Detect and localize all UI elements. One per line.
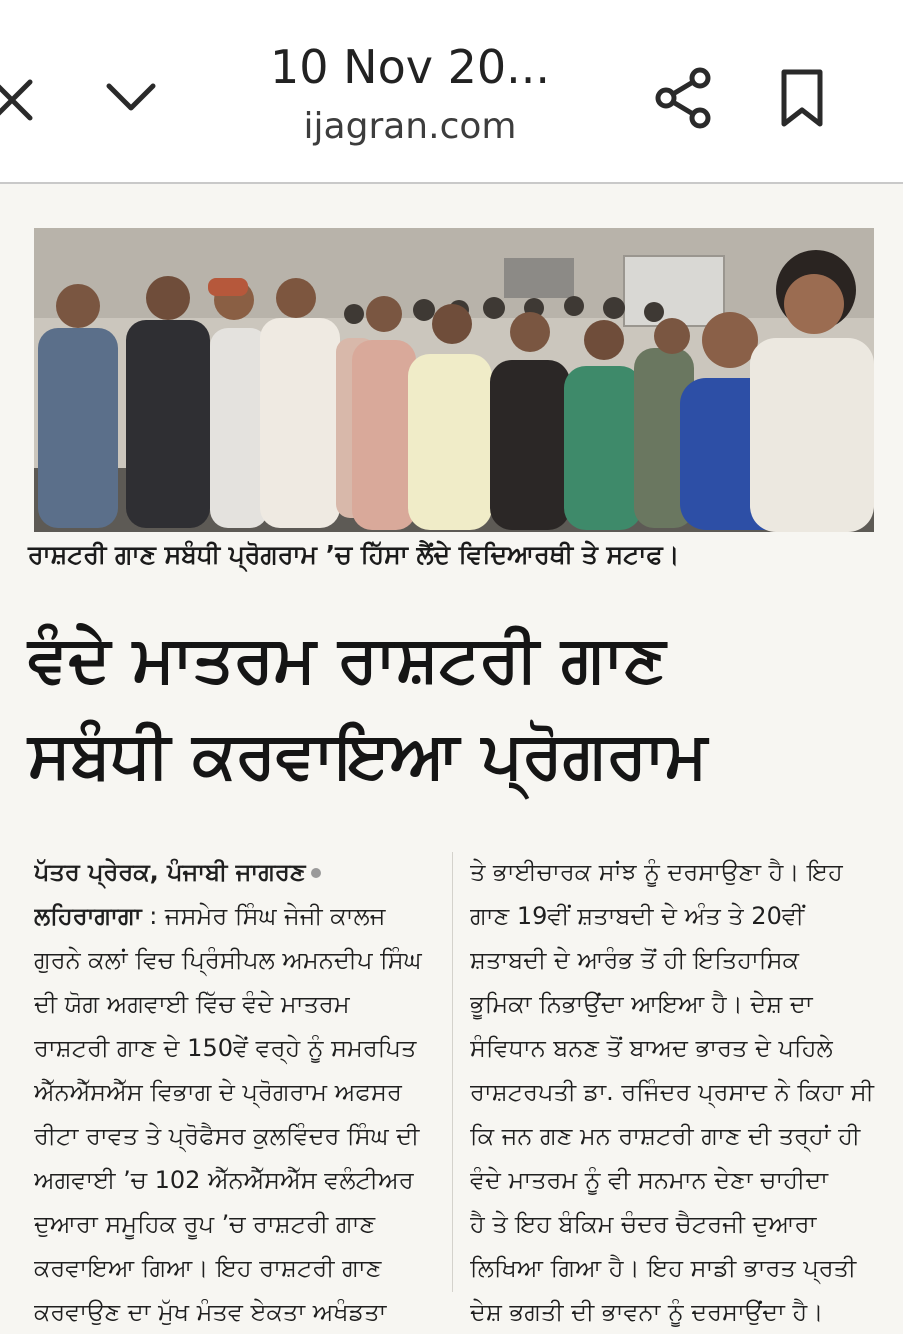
body-line: ਐੱਨਐੱਸਐੱਸ ਵਿਭਾਗ ਦੇ ਪ੍ਰੋਗਰਾਮ ਅਫਸਰ (34, 1078, 402, 1106)
body-line: ਦੁਆਰਾ ਸਮੂਹਿਕ ਰੂਪ ’ਚ ਰਾਸ਼ਟਰੀ ਗਾਣ (34, 1210, 376, 1238)
app-toolbar (0, 0, 903, 184)
share-icon[interactable] (652, 66, 716, 130)
dateline: ਲਹਿਰਾਗਾਗਾ (34, 902, 142, 930)
chevron-down-icon[interactable] (104, 78, 158, 118)
article-column-right (470, 850, 890, 1334)
body-line: ਹੈ ਤੇ ਇਹ ਬੰਕਿਮ ਚੰਦਰ ਚੈਟਰਜੀ ਦੁਆਰਾ (470, 1210, 817, 1238)
body-line: ਗੁਰਨੇ ਕਲਾਂ ਵਿਚ ਪ੍ਰਿੰਸੀਪਲ ਅਮਨਦੀਪ ਸਿੰਘ (34, 946, 422, 974)
headline (28, 612, 888, 804)
body-line: ਭੂਮਿਕਾ ਨਿਭਾਉਂਦਾ ਆਇਆ ਹੈ। ਦੇਸ਼ ਦਾ (470, 990, 813, 1018)
body-line: ਰਾਸ਼ਟਰੀ ਗਾਣ ਦੇ 150ਵੇਂ ਵਰ੍ਹੇ ਨੂੰ ਸਮਰਪਿਤ (34, 1034, 417, 1062)
body-line: ਵੰਦੇ ਮਾਤਰਮ ਨੂੰ ਵੀ ਸਨਮਾਨ ਦੇਣਾ ਚਾਹੀਦਾ (470, 1166, 828, 1194)
body-line: ਕਰਵਾਇਆ ਗਿਆ। ਇਹ ਰਾਸ਼ਟਰੀ ਗਾਣ (34, 1254, 382, 1282)
clipped-previous-text (40, 186, 840, 198)
close-icon[interactable] (0, 74, 40, 124)
body-line: ਦੇਸ਼ ਭਗਤੀ ਦੀ ਭਾਵਨਾ ਨੂੰ ਦਰਸਾਉਂਦਾ ਹੈ। (470, 1298, 824, 1326)
bookmark-icon[interactable] (776, 68, 828, 128)
body-line: ਅਗਵਾਈ ’ਚ 102 ਐੱਨਐੱਸਐੱਸ ਵਲੰਟੀਅਰ (34, 1166, 414, 1194)
title-block (220, 38, 600, 150)
body-line: ਸੰਵਿਧਾਨ ਬਨਣ ਤੋਂ ਬਾਅਦ ਭਾਰਤ ਦੇ ਪਹਿਲੇ (470, 1034, 833, 1062)
group-photo-illustration (34, 228, 874, 532)
headline-line-1: ਵੰਦੇ ਮਾਤਰਮ ਰਾਸ਼ਟਰੀ ਗਾਣ (28, 623, 666, 697)
body-line: ਦੀ ਯੋਗ ਅਗਵਾਈ ਵਿੱਚ ਵੰਦੇ ਮਾਤਰਮ (34, 990, 350, 1018)
byline-row (34, 850, 454, 894)
body-line: ਕਿ ਜਨ ਗਣ ਮਨ ਰਾਸ਼ਟਰੀ ਗਾਣ ਦੀ ਤਰ੍ਹਾਂ ਹੀ (470, 1122, 861, 1150)
byline-dot-icon (311, 868, 321, 878)
photo-caption: ਰਾਸ਼ਟਰੀ ਗਾਣ ਸਬੰਧੀ ਪ੍ਰੋਗਰਾਮ ’ਚ ਹਿੱਸਾ ਲੈਂਦੇ ਵਿਦਿਆਰਥੀ ਤੇ ਸਟਾਫ। (28, 540, 680, 569)
body-text: : ਜਸਮੇਰ ਸਿੰਘ ਜੇਜੀ ਕਾਲਜ (141, 902, 386, 930)
body-line (34, 894, 454, 938)
article-photo (34, 228, 874, 532)
body-line: ਰਾਸ਼ਟਰਪਤੀ ਡਾ. ਰਜਿੰਦਰ ਪ੍ਰਸਾਦ ਨੇ ਕਿਹਾ ਸੀ (470, 1078, 874, 1106)
page-domain: ijagran.com (303, 106, 517, 147)
body-line: ਕਰਵਾਉਣ ਦਾ ਮੁੱਖ ਮੰਤਵ ਏਕਤਾ ਅਖੰਡਤਾ (34, 1298, 387, 1326)
headline-line-2: ਸਬੰਧੀ ਕਰਵਾਇਆ ਪ੍ਰੋਗਰਾਮ (28, 719, 708, 793)
body-line: ਰੀਟਾ ਰਾਵਤ ਤੇ ਪ੍ਰੋਫੈਸਰ ਕੁਲਵਿੰਦਰ ਸਿੰਘ ਦੀ (34, 1122, 420, 1150)
body-line: ਤੇ ਭਾਈਚਾਰਕ ਸਾਂਝ ਨੂੰ ਦਰਸਾਉਣਾ ਹੈ। ਇਹ (470, 858, 843, 886)
body-line: ਸ਼ਤਾਬਦੀ ਦੇ ਆਰੰਭ ਤੋਂ ਹੀ ਇਤਿਹਾਸਿਕ (470, 946, 799, 974)
article-column-left (34, 850, 454, 1334)
body-line: ਲਿਖਿਆ ਗਿਆ ਹੈ। ਇਹ ਸਾਡੀ ਭਾਰਤ ਪ੍ਰਤੀ (470, 1254, 857, 1282)
page-title: 10 Nov 20... (270, 40, 550, 94)
body-line: ਗਾਣ 19ਵੀਂ ਸ਼ਤਾਬਦੀ ਦੇ ਅੰਤ ਤੇ 20ਵੀਂ (470, 902, 805, 930)
byline: ਪੱਤਰ ਪ੍ਰੇਰਕ, ਪੰਜਾਬੀ ਜਾਗਰਣ (34, 858, 306, 886)
